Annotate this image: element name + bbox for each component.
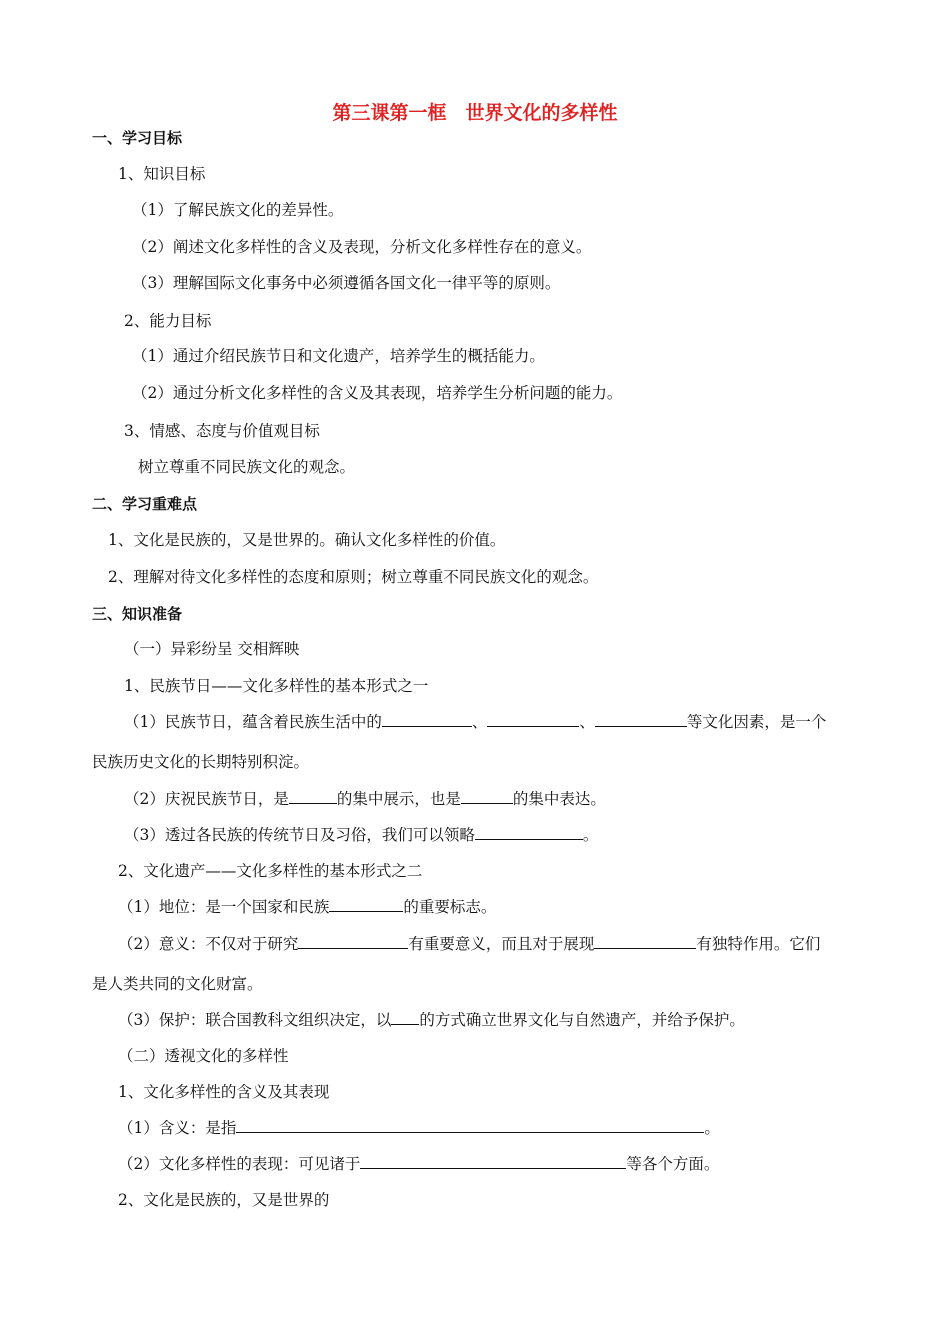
fill-blank [461,789,513,804]
fill-blank [236,1118,704,1133]
knowledge-goal-heading: 1、知识目标 [118,165,206,183]
ability-goal-2: （2）通过分析文化多样性的含义及其表现，培养学生分析问题的能力。 [132,384,623,402]
key-point-2: 2、理解对待文化多样性的态度和原则；树立尊重不同民族文化的观念。 [108,568,599,586]
ability-goal-1: （1）通过介绍民族节日和文化遗产，培养学生的概括能力。 [132,347,545,365]
knowledge-goal-2: （2）阐述文化多样性的含义及表现，分析文化多样性存在的意义。 [132,238,592,256]
fill-blank [391,1010,419,1025]
fill-blank [298,934,408,949]
fill-blank [382,712,472,727]
heritage-item-3: （3）保护：联合国教科文组织决定，以 的方式确立世界文化与自然遗产，并给予保护。 [118,1011,745,1029]
diversity-heading: 1、文化多样性的含义及其表现 [118,1083,330,1101]
festival-heading: 1、民族节日——文化多样性的基本形式之一 [124,677,429,695]
fill-blank [594,934,696,949]
ability-goal-heading: 2、能力目标 [124,312,212,330]
heritage-item-1: （1）地位：是一个国家和民族 的重要标志。 [118,898,497,916]
emotion-goal-heading: 3、情感、态度与价值观目标 [124,422,320,440]
heritage-item-2: （2）意义：不仅对于研究 有重要意义，而且对于展现 有独特作用。它们 [118,935,821,953]
diversity-item-2: （2）文化多样性的表现：可见诸于 等各个方面。 [118,1155,720,1173]
page-title: 第三课第一框 世界文化的多样性 [332,102,618,124]
festival-item-2: （2）庆祝民族节日，是 的集中展示，也是 的集中表达。 [124,790,606,808]
subsection-1-title: （一）异彩纷呈 交相辉映 [124,640,300,658]
fill-blank [360,1154,626,1169]
fill-blank [329,897,403,912]
diversity-item-1: （1）含义：是指 。 [118,1119,720,1137]
festival-item-1-continued: 民族历史文化的长期特别积淀。 [92,753,310,771]
fill-blank [475,825,583,840]
subsection-2-title: （二）透视文化的多样性 [118,1047,289,1065]
section-heading-knowledge-prep: 三、知识准备 [92,605,183,623]
fill-blank [595,712,687,727]
section-heading-key-points: 二、学习重难点 [92,495,198,513]
emotion-goal-1: 树立尊重不同民族文化的观念。 [138,458,356,476]
heritage-item-2-continued: 是人类共同的文化财富。 [92,975,263,993]
festival-item-3: （3）透过各民族的传统节日及习俗，我们可以领略 。 [124,826,599,844]
national-world-heading: 2、文化是民族的，又是世界的 [118,1191,330,1209]
knowledge-goal-3: （3）理解国际文化事务中必须遵循各国文化一律平等的原则。 [132,274,561,292]
heritage-heading: 2、文化遗产——文化多样性的基本形式之二 [118,862,423,880]
knowledge-goal-1: （1）了解民族文化的差异性。 [132,201,344,219]
fill-blank [289,789,337,804]
festival-item-1: （1）民族节日，蕴含着民族生活中的 、 、 等文化因素，是一个 [124,713,827,731]
section-heading-goals: 一、学习目标 [92,129,183,147]
fill-blank [487,712,579,727]
key-point-1: 1、文化是民族的，又是世界的。确认文化多样性的价值。 [108,531,506,549]
